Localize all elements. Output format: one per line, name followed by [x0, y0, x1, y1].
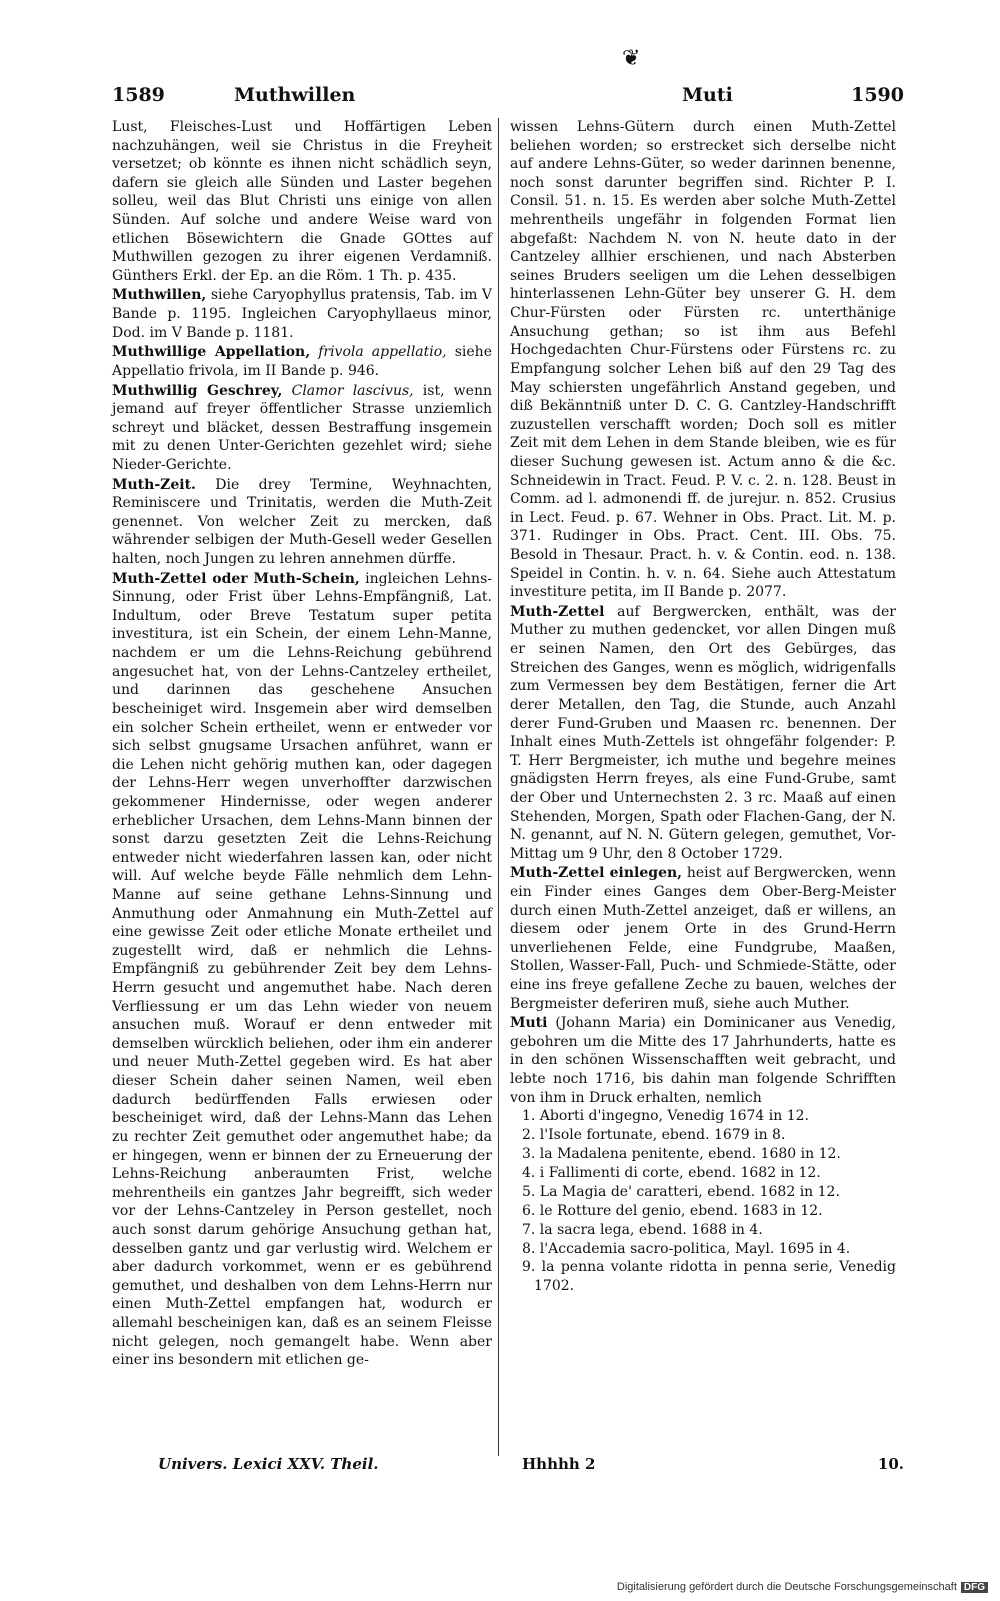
- work-item: 3. la Madalena penitente, ebend. 1680 in 12.: [522, 1146, 841, 1163]
- entry-paragraph: [510, 864, 896, 1013]
- column-divider: [498, 118, 499, 1456]
- entry-paragraph: [112, 570, 492, 1370]
- entry-paragraph: [510, 118, 896, 602]
- footer: [112, 1455, 904, 1481]
- work-item: 1. Aborti d'ingegno, Venedig 1674 in 12.: [522, 1108, 809, 1125]
- work-item: 9. la penna volante ridotta in penna serie, Venedig 1702.: [522, 1259, 896, 1295]
- entry-paragraph: [112, 118, 492, 285]
- entry-headword: Muth-Zettel: [510, 603, 605, 620]
- running-head-right: Muti: [682, 84, 733, 106]
- entry-text: Lust, Fleisches-Lust und Hoffärtigen Leben nachzuhängen, weil sie Christus in die Freyheit versetzet; ob könnte es ihnen nicht schädlich seyn, dafern sie gleich alle Sünden und Laster begehen solleu, weil das Blut Christi uns einige von allen Sünden. Auf solche und andere Weise ward von etlichen Bösewichtern die Gnade GOttes auf Muthwillen gezogen zu ihrer eigenen Verdamniß. Günthers Erkl. der Ep. an die Röm. 1 Th. p. 435.: [112, 119, 492, 284]
- work-item: 8. l'Accademia sacro-politica, Mayl. 1695 in 4.: [522, 1240, 851, 1257]
- entry-headword: Muti: [510, 1015, 548, 1032]
- digitization-credit: [617, 1581, 988, 1593]
- work-item: 5. La Magia de' caratteri, ebend. 1682 in 12.: [522, 1183, 840, 1200]
- ornament: ❦: [622, 46, 641, 71]
- dfg-logo: DFG: [961, 1582, 988, 1593]
- entry-text: ingleichen Lehns-Sinnung, oder Frist über Lehns-Empfängniß, Lat. Indultum, oder Breve Testatum super petita investitura, ist ein Schein, der einem Lehn-Manne, nachdem er um die Lehns-Reichung gebührend angesuchet hat, von der Lehns-Cantzeley ertheilet, und darinnen das geschehene Ansuchen bescheiniget wird. Insgemein aber wird demselben ein solcher Schein ertheilet, wenn er entweder vor sich selbst gnugsame Ursachen anführet, wann er die Lehen nicht gehörig muthen kan, oder dagegen der Lehns-Herr wegen unverhoffter darzwischen gekommener Hindernisse, oder wegen anderer erheblicher Ursachen, dem Lehns-Mann binnen der sonst darzu gesetzten Zeit die Lehns-Reichung entweder nicht wiederfahren lassen kan, oder nicht will. Auf welche beyde Fälle nehmlich dem Lehn-Manne auf seine gethane Lehns-Sinnung und Anmuthung oder Anmahnung ein Muth-Zettel auf eine gewisse Zeit oder etliche Monate ertheilet und zugestellt wird, daß er nehmlich die Lehns-Empfängniß zu gebührender Zeit bey dem Lehns-Herrn gesucht und angemuthet habe. Nach deren Verfliessung er um das Lehn wieder von neuem ansuchen muß. Worauf er denn entweder mit demselben würcklich beliehen, oder ihm ein anderer und neuer Muth-Zettel gegeben wird. Es hat aber dieser Schein daher seinen Namen, weil eben dadurch bedürffenden Falls erwiesen oder bescheiniget wird, daß der Lehns-Mann das Lehen zu rechter Zeit gemuthet oder angemuthet habe; da er hingegen, wenn er binnen der zu Erneuerung der Lehns-Reichung anberaumten Frist, welche mehrentheils ein gantzes Jahr begreifft, sich weder vor der Lehns-Cantzeley in Person gestellet, noch auch sonst darum gehörige Ansuchung gethan hat, desselben gantz und gar verlustig wird. Welchem er aber dadurch vorkommet, wenn er es gebührend gemuthet, und deshalben von dem Lehns-Herrn nur einen Muth-Zettel empfangen hat, wodurch er allemahl bescheinigen kan, daß es an seinem Fleisse nicht gelegen, noch gemangelt habe. Wenn aber einer ins besondern mit etlichen ge-: [112, 570, 492, 1369]
- footer-number: 10.: [877, 1455, 904, 1473]
- work-item: 7. la sacra lega, ebend. 1688 in 4.: [522, 1221, 763, 1238]
- credit-text: Digitalisierung gefördert durch die Deutsche Forschungsgemeinschaft: [616, 1581, 957, 1593]
- entry-text: heist auf Bergwercken, wenn ein Finder eines Ganges dem Ober-Berg-Meister durch einen Muth-Zettel anzeiget, daß er willens, an diesem oder jenem Orte in des Grund-Herrn unverliehenen Felde, eine Fundgrube, Maaßen, Stollen, Wasser-Fall, Puch- und Schmiede-Stätte, oder eine ins freye gefallene Zeche zu bauen, welches der Bergmeister deferiren muß, siehe auch Muther.: [510, 865, 896, 1012]
- running-head-left: Muthwillen: [234, 84, 356, 106]
- entry-headword: Muth-Zettel einlegen,: [510, 865, 683, 882]
- entry-headword: Muthwillige Appellation,: [112, 344, 311, 361]
- entry-headword: Muthwillen,: [112, 287, 207, 304]
- page-number-left: 1589: [112, 84, 165, 106]
- entry-headword: Muth-Zettel oder Muth-Schein,: [112, 570, 360, 587]
- entry-paragraph: [112, 476, 492, 569]
- page-number-right: 1590: [851, 84, 904, 106]
- entry-text: (Johann Maria) ein Dominicaner aus Venedig, gebohren um die Mitte des 17 Jahrhunderts, hatte es in den schönen Wissenschafften weit gebracht, und lebte noch 1716, bis dahin man folgende Schrifften von ihm in Druck erhalten, nemlich: [510, 1015, 896, 1106]
- right-column: [510, 118, 896, 1296]
- work-item: 2. l'Isole fortunate, ebend. 1679 in 8.: [522, 1127, 786, 1144]
- entry-text: ist, wenn jemand auf freyer öffentlicher Strasse unziemlich schreyt und bläcket, dessen Bestraffung insgemein mit zu denen Unter-Gerichten gezehlet wird; siehe Nieder-Gerichte.: [112, 382, 492, 473]
- entry-headword: Muth-Zeit.: [112, 476, 196, 493]
- entry-text: Die drey Termine, Weyhnachten, Reminiscere und Trinitatis, werden die Muth-Zeit genennet. Von welcher Zeit zu mercken, daß währender selbigen der Muth-Gesell weder Gesellen halten, noch Jungen zu lehren annehmen dürffe.: [112, 476, 492, 568]
- entry-paragraph: [112, 343, 492, 380]
- entry-text: siehe Appellatio frivola, im II Bande p. 946.: [112, 344, 492, 379]
- works-list: [510, 1107, 896, 1296]
- right-entries: [510, 118, 896, 1107]
- entry-text: siehe Caryophyllus pratensis, Tab. im V Bande p. 1195. Ingleichen Caryophyllaeus minor, Dod. im V Bande p. 1181.: [112, 287, 492, 341]
- entry-paragraph: [112, 286, 492, 342]
- entry-text: auf Bergwercken, enthält, was der Muther zu muthen gedencket, vor allen Dingen muß er seinen Namen, den Ort des Gebürges, das Streichen des Ganges, wenn es möglich, widrigenfalls zum Vermessen bey dem Bestätigen, ferner die Art derer Metallen, den Tag, die Stunde, auch Anzahl derer Fund-Gruben und Maasen rc. benennen. Der Inhalt eines Muth-Zettels ist ohngefähr folgender: P. T. Herr Bergmeister, ich muthe und begehre meines gnädigsten Herrn freyes, als eine Fund-Grube, samt der Ober und Unternechsten 2. 3 rc. Maaß auf einen Stehenden, Morgen, Spath oder Flachen-Gang, der N. N. genannt, auf N. N. Gütern gelegen, gemuthet, Vor-Mittag um 9 Uhr, den 8 October 1729.: [510, 603, 896, 862]
- entry-text: wissen Lehns-Gütern durch einen Muth-Zettel beliehen worden; so erstrecket sich derselbe nicht auf andere Lehns-Güter, so weder darinnen benenne, noch sonst darunter begriffen sind. Richter P. I. Consil. 51. n. 15. Es werden aber solche Muth-Zettel mehrentheils ungefähr in folgenden Format lien abgefaßt: Nachdem N. von N. heute dato in der Cantzeley allhier erschienen, und nach Absterben seines Bruders seeligen um die Lehen desselbigen hinterlassenen Lehn-Güter bey unserer G. H. dem Chur-Fürsten oder Fürsten rc. unterthänige Ansuchung gethan; so ist ihm aus Befehl Hochgedachten Chur-Fürstens oder Fürstens rc. zu Empfangung solcher Lehen biß auf den 29 Tag des May schiersten ungefährlich Anstand gegeben, und diß Bekänntniß unter D. C. G. Cantzley-Handschrifft zuzustellen verschafft worden; Doch soll es mitler Zeit mit dem Lehen in dem Stande bleiben, wie es für dieser Suchung gewesen ist. Actum anno & die &c. Schneidewin in Tract. Feud. P. V. c. 2. n. 128. Beust in Comm. ad l. admonendi ff. de jurejur. n. 852. Crusius in Lect. Feud. p. 67. Wehner in Obs. Pract. Lit. M. p. 371. Rudinger in Obs. Pract. Cent. III. Obs. 75. Besold in Thesaur. Pract. h. v. & Contin. eod. n. 138. Speidel in Contin. h. v. n. 64. Siehe auch Attestatum investiture petita, im II Bande p. 2077.: [510, 119, 896, 601]
- entry-paragraph: [112, 382, 492, 475]
- entry-paragraph: [510, 603, 896, 864]
- footer-signature: Univers. Lexici XXV. Theil.: [158, 1455, 379, 1473]
- work-item: 6. le Rotture del genio, ebend. 1683 in 12.: [522, 1202, 823, 1219]
- running-header: [112, 84, 904, 114]
- entry-headword: Muthwillig Geschrey,: [112, 382, 283, 399]
- work-item: 4. i Fallimenti di corte, ebend. 1682 in 12.: [522, 1164, 821, 1181]
- footer-catchword: Hhhhh 2: [522, 1455, 596, 1473]
- entry-latin: Clamor lascivus,: [282, 382, 414, 399]
- entry-latin: frivola appellatio,: [310, 344, 447, 361]
- entry-paragraph: [510, 1014, 896, 1107]
- left-column: [112, 118, 492, 1370]
